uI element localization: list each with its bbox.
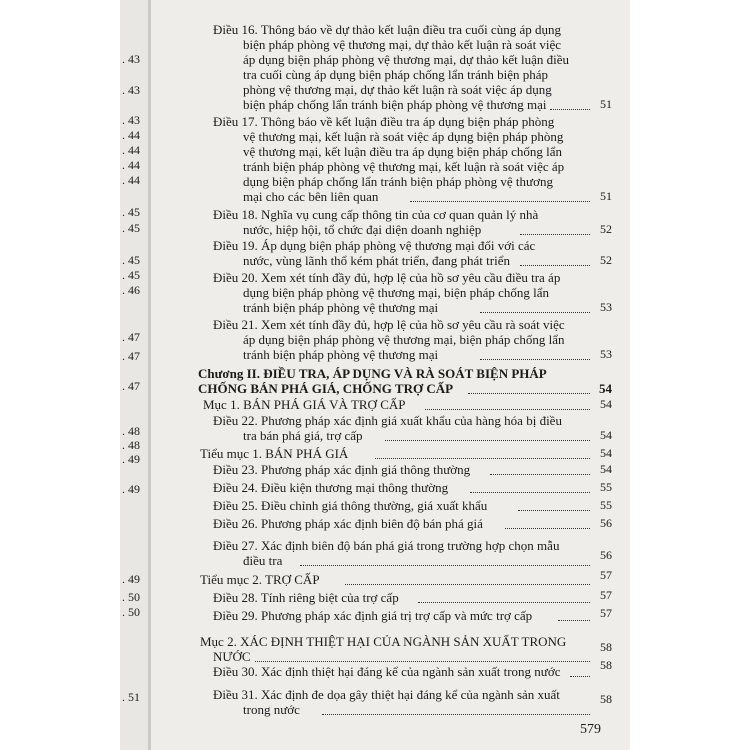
toc-page-number: 51 [600, 189, 612, 203]
toc-page-number: 57 [600, 568, 612, 582]
left-page-number: . 49 [122, 482, 140, 496]
section-heading: NƯỚC [213, 649, 251, 664]
toc-line: mại cho các bên liên quan [243, 189, 379, 204]
left-page-number: . 49 [122, 572, 140, 586]
left-page-number: . 45 [122, 253, 140, 267]
leader-dots [425, 409, 590, 410]
left-page-number: . 44 [122, 143, 140, 157]
toc-page-number: 56 [600, 548, 612, 562]
toc-line: tra bán phá giá, trợ cấp [243, 428, 363, 443]
left-page-number: . 45 [122, 221, 140, 235]
toc-page-number: 57 [600, 606, 612, 620]
toc-page-number: 53 [600, 347, 612, 361]
toc-line: Điều 29. Phương pháp xác định giá trị trợ cấp và mức trợ cấp [213, 608, 533, 623]
leader-dots [345, 584, 590, 585]
toc-line: Điều 22. Phương pháp xác định giá xuất khẩu của hàng hóa bị điều [213, 413, 562, 428]
toc-line: biện pháp chống lẩn tránh biện pháp phòng vệ thương mại [243, 97, 547, 112]
left-page-number: . 51 [122, 690, 140, 704]
left-page-number: . 47 [122, 349, 140, 363]
leader-dots [418, 602, 590, 603]
chapter-heading: CHỐNG BÁN PHÁ GIÁ, CHỐNG TRỢ CẤP [198, 381, 454, 396]
toc-line: Điều 26. Phương pháp xác định biên độ bán phá giá [213, 516, 483, 531]
toc-page-number: 54 [600, 397, 612, 411]
left-page-number: . 43 [122, 83, 140, 97]
left-page-number: . 45 [122, 205, 140, 219]
leader-dots [520, 234, 590, 235]
toc-line: Điều 18. Nghĩa vụ cung cấp thông tin của cơ quan quản lý nhà [213, 207, 539, 222]
section-heading: Mục 2. XÁC ĐỊNH THIỆT HẠI CỦA NGÀNH SẢN XUẤT TRONG [200, 634, 567, 649]
leader-dots [570, 676, 590, 677]
left-page-number: . 46 [122, 283, 140, 297]
toc-line: trong nước [243, 702, 300, 717]
left-page-number: . 43 [122, 113, 140, 127]
toc-page-number: 51 [600, 97, 612, 111]
toc-line: áp dụng biện pháp phòng vệ thương mại, dự thảo kết luận điều [243, 52, 570, 67]
toc-page-number: 58 [600, 640, 612, 654]
chapter-heading: Chương II. ĐIỀU TRA, ÁP DỤNG VÀ RÀ SOÁT BIỆN PHÁP [198, 366, 547, 381]
left-page-number: . 50 [122, 605, 140, 619]
leader-dots [468, 393, 590, 394]
left-page-number: . 44 [122, 158, 140, 172]
leader-dots [470, 492, 590, 493]
toc-page-number: 55 [600, 498, 612, 512]
toc-page-number: 56 [600, 516, 612, 530]
left-page-number: . 48 [122, 424, 140, 438]
left-page-number: . 43 [122, 52, 140, 66]
leader-dots [505, 528, 590, 529]
toc-line: vệ thương mại, kết luận rà soát việc áp dụng biện pháp phòng [243, 129, 564, 144]
toc-line: Điều 19. Áp dụng biện pháp phòng vệ thương mại đối với các [213, 238, 536, 253]
toc-line: Điều 25. Điều chỉnh giá thông thường, giá xuất khẩu [213, 498, 488, 513]
toc-page-number: 54 [600, 428, 612, 442]
subsection-heading: Tiểu mục 2. TRỢ CẤP [200, 572, 320, 587]
subsection-heading: Tiểu mục 1. BÁN PHÁ GIÁ [200, 446, 349, 461]
toc-line: tránh biện pháp phòng vệ thương mại, kết luận rà soát việc áp [243, 159, 565, 174]
left-page-number: . 45 [122, 268, 140, 282]
toc-page-number: 54 [600, 462, 612, 476]
toc-page-number: 53 [600, 300, 612, 314]
leader-dots [322, 714, 590, 715]
toc-page-number: 54 [599, 381, 612, 396]
leader-dots [490, 474, 590, 475]
toc-line: dụng biện pháp phòng vệ thương mại, biện pháp chống lẩn [243, 285, 550, 300]
toc-line: Điều 27. Xác định biên độ bán phá giá trong trường hợp chọn mẫu [213, 538, 560, 553]
toc-line: Điều 20. Xem xét tính đầy đủ, hợp lệ của hồ sơ yêu cầu điều tra áp [213, 270, 561, 285]
toc-line: Điều 31. Xác định đe dọa gây thiệt hại đáng kể của ngành sản xuất [213, 687, 560, 702]
left-page-number: . 50 [122, 590, 140, 604]
toc-line: tránh biện pháp phòng vệ thương mại [243, 300, 439, 315]
toc-page-number: 52 [600, 222, 612, 236]
toc-page-number: 57 [600, 588, 612, 602]
left-page-number: . 47 [122, 379, 140, 393]
leader-dots [300, 565, 590, 566]
toc-line: điều tra [243, 553, 283, 568]
toc-page-number: 58 [600, 658, 612, 672]
toc-line: vệ thương mại, kết luận điều tra áp dụng biện pháp chống lẩn [243, 144, 562, 159]
toc-line: biện pháp phòng vệ thương mại, dự thảo kết luận rà soát việc [243, 37, 562, 52]
leader-dots [385, 440, 590, 441]
toc-line: Điều 16. Thông báo về dự thảo kết luận điều tra cuối cùng áp dụng [213, 22, 561, 37]
toc-page-number: 55 [600, 480, 612, 494]
toc-page-number: 58 [600, 692, 612, 706]
toc-line: Điều 28. Tính riêng biệt của trợ cấp [213, 590, 399, 605]
previous-page-numbers [120, 0, 150, 750]
page-number: 579 [580, 722, 601, 737]
toc-page-number: 52 [600, 253, 612, 267]
left-page-number: . 44 [122, 128, 140, 142]
toc-line: áp dụng biện pháp phòng vệ thương mại, biện pháp chống lẩn [243, 332, 565, 347]
left-page-number: . 48 [122, 438, 140, 452]
table-of-contents [150, 0, 630, 750]
toc-line: nước, hiệp hội, tổ chức đại diện doanh nghiệp [243, 222, 482, 237]
left-page-number: . 44 [122, 173, 140, 187]
toc-line: Điều 17. Thông báo về kết luận điều tra áp dụng biện pháp phòng [213, 114, 555, 129]
leader-dots [410, 201, 590, 202]
leader-dots [480, 359, 590, 360]
leader-dots [375, 458, 590, 459]
leader-dots [518, 510, 590, 511]
toc-line: tra cuối cùng áp dụng biện pháp chống lẩn tránh biện pháp [243, 67, 549, 82]
toc-line: Điều 23. Phương pháp xác định giá thông thường [213, 462, 471, 477]
toc-line: dụng biện pháp chống lẩn tránh biện pháp phòng vệ thương [243, 174, 553, 189]
toc-line: phòng vệ thương mại, dự thảo kết luận rà soát việc áp dụng [243, 82, 552, 97]
left-page-number: . 47 [122, 330, 140, 344]
toc-page-number: 54 [600, 446, 612, 460]
section-heading: Mục 1. BÁN PHÁ GIÁ VÀ TRỢ CẤP [203, 397, 406, 412]
leader-dots [480, 312, 590, 313]
leader-dots [255, 661, 590, 662]
toc-line: Điều 24. Điều kiện thương mại thông thường [213, 480, 449, 495]
toc-line: tránh biện pháp phòng vệ thương mại [243, 347, 439, 362]
toc-line: Điều 21. Xem xét tính đầy đủ, hợp lệ của hồ sơ yêu cầu rà soát việc [213, 317, 565, 332]
left-page-number: . 49 [122, 452, 140, 466]
toc-line: nước, vùng lãnh thổ kém phát triển, đang phát triển [243, 253, 510, 268]
leader-dots [520, 265, 590, 266]
toc-line: Điều 30. Xác định thiệt hại đáng kể của ngành sản xuất trong nước [213, 664, 561, 679]
